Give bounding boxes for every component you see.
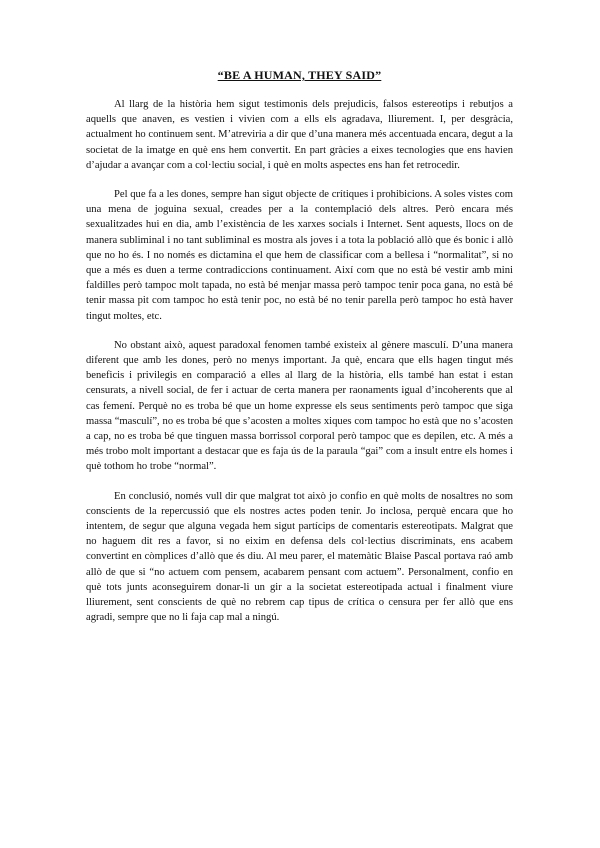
paragraph-women: Pel que fa a les dones, sempre han sigut objecte de crítiques i prohibicions. A soles vistes com una mena de joguina sexual, creades per a la contemplació dels altres. Però encara més sexualitzades hui en dia, amb l’existència de les xarxes socials i Internet. Sent aquests, llocs on de manera subliminal i no tant subliminal es mostra als joves i a tota la població allò que és bonic i allò que no ho és. I no només es dictamina el que hem de classificar com a bellesa i “normalitat”, si no que a més es duen a terme contradiccions continuament. Així com que no està bé vestir amb mini faldilles però tampoc molt tapada, no està bé menjar massa però tampoc tenir poca gana, no està bé tenir massa pit com tampoc ho està tenir poc, no està bé no tenir parella però tampoc ho està haver tingut moltes, etc. [86, 189, 513, 322]
document-title: “BE A HUMAN, THEY SAID” [217, 68, 382, 82]
paragraph-intro: Al llarg de la història hem sigut testimonis dels prejudicis, falsos estereotips i rebutjos a aquells que anaven, es vestien i vivien com a ells els agradava, lliurement. I, per desgràcia, actualment ho continuem sent. M’atreviria a dir que d’una manera més accentuada encara, degut a la societat de la imatge en què ens hem convertit. En part gràcies a eixes tecnologies que ens havien d’ajudar a avançar com a col·lectiu social, i què en molts aspectes ens han fet retrocedir. [86, 99, 513, 171]
paragraph-conclusion: En conclusió, només vull dir que malgrat tot això jo confio en què molts de nosaltres no som conscients de la repercussió que els nostres actes poden tenir. Jo inclosa, perquè encara que ho intentem, de segur que alguna vegada hem sigut partícips de comentaris estereotipats. Malgrat que no haguem dit res a favor, si no eixim en defensa dels col·lectius discriminats, ens acabem convertint en còmplices d’allò que és diu. Al meu parer, el matemàtic Blaise Pascal portava raó amb allò de que si “no actuem com pensem, acabarem pensant com actuem”. Personalment, confio en què tots junts aconseguirem donar-li un gir a la societat estereotipada actual i finalment viure lliurement, sent conscients de què no rebrem cap tipus de crítica o censura per fer allò que ens agradi, sempre que no li faja cap mal a ningú. [86, 490, 513, 624]
paragraph-men: No obstant això, aquest paradoxal fenomen també existeix al gènere masculí. D’una manera diferent que amb les dones, però no menys important. Ja què, encara que ells hagen tingut més beneficis i privilegis en comparació a elles al llarg de la història, ells també han estat i estan censurats, a nivell social, de fer i actuar de certa manera per raonaments igual d’incoherents que al cas femení. Perquè no es troba bé que un home expresse els seus sentiments però tampoc que siga massa “masculí”, no es troba bé que s’acosten a moltes xiques com tampoc ho està que no s’acosten a cap, no es troba bé que tinguen massa borrissol corporal però tampoc que es depilen, etc. A més a més trobo molt important a destacar que es faja ús de la paraula “gai” com a insult entre els homes i què tothom ho trobe “normal”. [86, 339, 513, 473]
